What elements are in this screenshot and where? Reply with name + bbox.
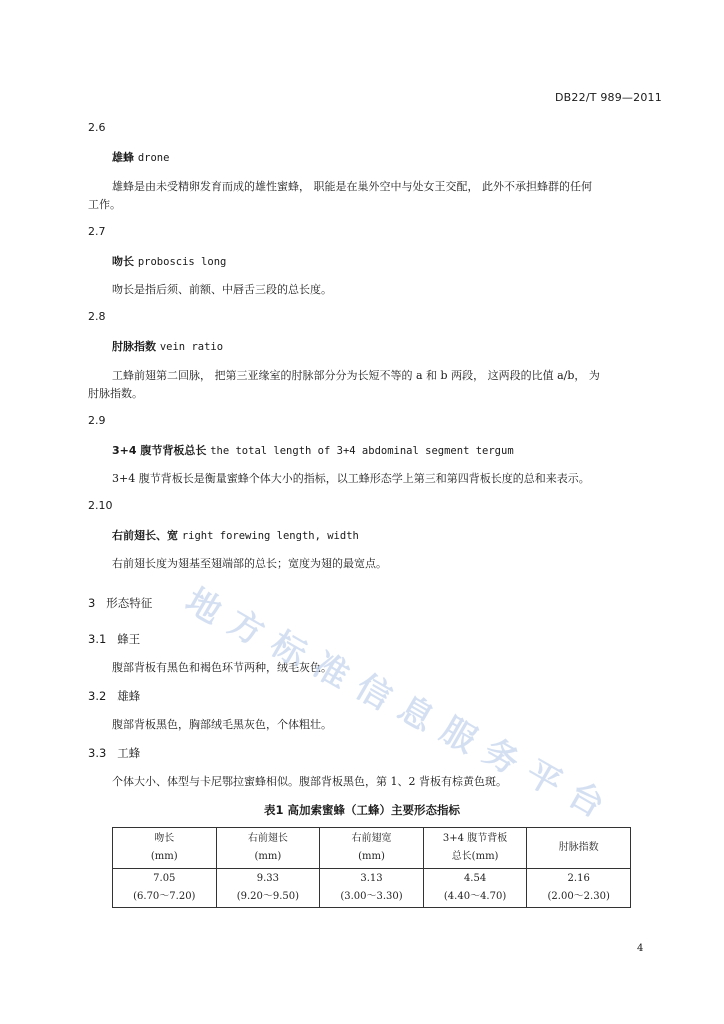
subsection-text: 个体大小、体型与卡尼鄂拉蜜蜂相似。腹部背板黑色，第 1、2 背板有棕黄色斑。 <box>112 775 507 788</box>
term-cn: 肘脉指数 <box>112 340 156 353</box>
subsection-title: 雄蜂 <box>117 689 141 703</box>
subsection-heading <box>88 688 140 704</box>
subsection-text: 腹部背板黑色，胸部绒毛黑灰色，个体粗壮。 <box>112 718 332 731</box>
table-header-cell: 吻长 (mm) <box>113 828 217 869</box>
table-header-cell: 3+4 腹节背板 总长(mm) <box>423 828 527 869</box>
page-number: 4 <box>637 943 644 954</box>
watermark-char: 方 <box>221 602 271 654</box>
subsection-heading <box>88 745 140 761</box>
table-cell: 7.05 (6.70～7.20) <box>113 869 217 908</box>
table-row <box>113 869 631 908</box>
subsection-number: 3.3 <box>88 746 107 760</box>
watermark-char: 信 <box>348 666 399 719</box>
watermark-char: 标 <box>263 623 314 676</box>
subsection-text: 腹部背板有黑色和褐色环节两种，绒毛灰色。 <box>112 661 332 674</box>
table-header-cell: 右前翅长 (mm) <box>216 828 320 869</box>
subsection-number: 3.1 <box>88 632 107 646</box>
section-title: 形态特征 <box>106 596 153 610</box>
watermark-char: 息 <box>391 688 441 740</box>
term-definition: 3+4 腹节背板长是衡量蜜蜂个体大小的指标，以工蜂形态学上第三和第四背板长度的总和来表示。 <box>112 472 590 485</box>
morphology-table <box>112 827 631 908</box>
watermark-char: 准 <box>306 645 356 697</box>
table-cell: 3.13 (3.00～3.30) <box>320 869 424 908</box>
term-cn: 雄蜂 <box>112 151 134 164</box>
term-en: drone <box>137 152 170 164</box>
term-en: vein ratio <box>159 341 224 353</box>
table-cell: 9.33 (9.20～9.50) <box>216 869 320 908</box>
term-heading <box>112 442 514 458</box>
term-definition: 右前翅长度为翅基至翅端部的总长；宽度为翅的最宽点。 <box>112 557 387 570</box>
table-caption: 表1 高加索蜜蜂（工蜂）主要形态指标 <box>263 803 460 817</box>
table-cell: 4.54 (4.40～4.70) <box>423 869 527 908</box>
subsection-title: 蜂王 <box>117 632 141 646</box>
watermark-char: 平 <box>518 752 569 805</box>
section-heading <box>88 595 152 611</box>
watermark-char: 服 <box>433 709 484 762</box>
term-definition: 肘脉指数。 <box>88 387 143 400</box>
term-number: 2.10 <box>88 499 113 512</box>
term-heading <box>112 527 359 543</box>
section-number: 3 <box>88 596 96 610</box>
term-heading <box>112 149 169 165</box>
watermark-char: 务 <box>476 731 526 783</box>
subsection-number: 3.2 <box>88 689 107 703</box>
term-number: 2.7 <box>88 225 106 238</box>
term-number: 2.8 <box>88 310 106 323</box>
term-definition: 雄蜂是由未受精卵发育而成的雄性蜜蜂， 职能是在巢外空中与处女王交配， 此外不承担蜂群的任何 <box>112 180 592 193</box>
term-number: 2.6 <box>88 121 106 134</box>
watermark-char: 台 <box>561 774 611 826</box>
term-definition: 吻长是指后须、前额、中唇舌三段的总长度。 <box>112 283 332 296</box>
term-en: the total length of 3+4 abdominal segment tergum <box>210 445 514 457</box>
term-cn: 吻长 <box>112 255 134 268</box>
table-header-cell: 肘脉指数 <box>527 828 631 869</box>
document-code: DB22/T 989—2011 <box>555 91 662 104</box>
term-en: proboscis long <box>137 256 227 268</box>
watermark-char: 地 <box>178 580 229 633</box>
term-definition: 工蜂前翅第二回脉， 把第三亚缘室的肘脉部分分为长短不等的 a 和 b 两段， 这两段的比值 a/b， 为 <box>112 369 600 382</box>
term-cn: 3+4 腹节背板总长 <box>112 444 207 457</box>
table-header-row <box>113 828 631 869</box>
term-definition: 工作。 <box>88 198 121 211</box>
term-cn: 右前翅长、宽 <box>112 529 178 542</box>
term-heading <box>112 338 223 354</box>
table-cell: 2.16 (2.00～2.30) <box>527 869 631 908</box>
subsection-title: 工蜂 <box>117 746 141 760</box>
table-header-cell: 右前翅宽 (mm) <box>320 828 424 869</box>
term-number: 2.9 <box>88 414 106 427</box>
term-en: right forewing length, width <box>181 530 359 542</box>
subsection-heading <box>88 631 140 647</box>
term-heading <box>112 253 226 269</box>
